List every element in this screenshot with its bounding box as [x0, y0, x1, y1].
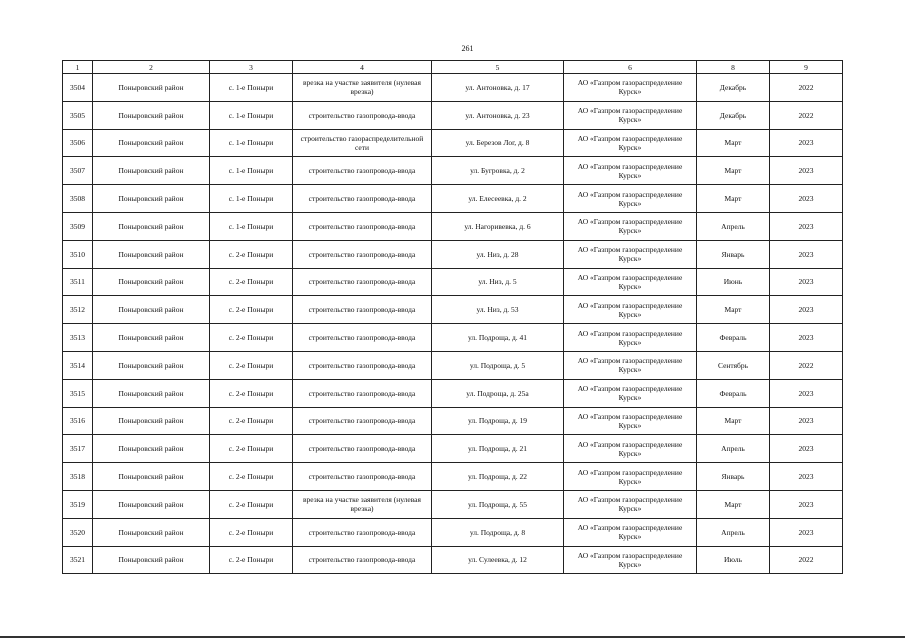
settlement-cell: с. 2-е Поныри — [210, 240, 293, 268]
row-number-cell: 3513 — [63, 324, 93, 352]
row-number-cell: 3509 — [63, 212, 93, 240]
year-cell: 2023 — [770, 324, 843, 352]
work-type-cell: строительство газопровода-ввода — [293, 407, 432, 435]
address-cell: ул. Елесеевка, д. 2 — [432, 185, 564, 213]
month-cell: Март — [697, 185, 770, 213]
month-cell: Март — [697, 490, 770, 518]
organization-cell: АО «Газпром газораспределение Курск» — [564, 268, 697, 296]
header-cell: 5 — [432, 61, 564, 74]
organization-cell: АО «Газпром газораспределение Курск» — [564, 240, 697, 268]
month-cell: Январь — [697, 463, 770, 491]
address-cell: ул. Низ, д. 5 — [432, 268, 564, 296]
table-body — [63, 74, 843, 574]
district-cell: Поныровский район — [93, 74, 210, 102]
address-cell: ул. Антоновка, д. 17 — [432, 74, 564, 102]
table-row — [63, 212, 843, 240]
table-row — [63, 240, 843, 268]
district-cell: Поныровский район — [93, 379, 210, 407]
month-cell: Декабрь — [697, 74, 770, 102]
organization-cell: АО «Газпром газораспределение Курск» — [564, 463, 697, 491]
header-cell: 9 — [770, 61, 843, 74]
settlement-cell: с. 2-е Поныри — [210, 518, 293, 546]
address-cell: ул. Антоновка, д. 23 — [432, 101, 564, 129]
year-cell: 2023 — [770, 435, 843, 463]
row-number-cell: 3515 — [63, 379, 93, 407]
district-cell: Поныровский район — [93, 324, 210, 352]
table-row — [63, 546, 843, 574]
settlement-cell: с. 1-е Поныри — [210, 185, 293, 213]
row-number-cell: 3511 — [63, 268, 93, 296]
settlement-cell: с. 2-е Поныри — [210, 268, 293, 296]
month-cell: Апрель — [697, 435, 770, 463]
row-number-cell: 3504 — [63, 74, 93, 102]
work-type-cell: строительство газопровода-ввода — [293, 351, 432, 379]
month-cell: Декабрь — [697, 101, 770, 129]
address-cell: ул. Нагоривевка, д. 6 — [432, 212, 564, 240]
row-number-cell: 3517 — [63, 435, 93, 463]
page-number: 261 — [461, 44, 474, 53]
settlement-cell: с. 2-е Поныри — [210, 463, 293, 491]
header-row — [63, 61, 843, 74]
header-cell: 4 — [293, 61, 432, 74]
year-cell: 2022 — [770, 546, 843, 574]
address-cell: ул. Подроща, д. 25а — [432, 379, 564, 407]
settlement-cell: с. 1-е Поныри — [210, 157, 293, 185]
table-row — [63, 351, 843, 379]
settlement-cell: с. 2-е Поныри — [210, 296, 293, 324]
district-cell: Поныровский район — [93, 296, 210, 324]
work-type-cell: врезка на участке заявителя (нулевая врезка) — [293, 74, 432, 102]
district-cell: Поныровский район — [93, 212, 210, 240]
year-cell: 2023 — [770, 407, 843, 435]
work-type-cell: строительство газопровода-ввода — [293, 324, 432, 352]
work-type-cell: строительство газопровода-ввода — [293, 268, 432, 296]
month-cell: Февраль — [697, 324, 770, 352]
month-cell: Март — [697, 407, 770, 435]
district-cell: Поныровский район — [93, 407, 210, 435]
year-cell: 2022 — [770, 101, 843, 129]
table-row — [63, 379, 843, 407]
month-cell: Январь — [697, 240, 770, 268]
work-type-cell: строительство газопровода-ввода — [293, 101, 432, 129]
settlement-cell: с. 1-е Поныри — [210, 212, 293, 240]
district-cell: Поныровский район — [93, 129, 210, 157]
settlement-cell: с. 1-е Поныри — [210, 74, 293, 102]
organization-cell: АО «Газпром газораспределение Курск» — [564, 296, 697, 324]
row-number-cell: 3510 — [63, 240, 93, 268]
header-cell: 8 — [697, 61, 770, 74]
organization-cell: АО «Газпром газораспределение Курск» — [564, 407, 697, 435]
month-cell: Февраль — [697, 379, 770, 407]
row-number-cell: 3514 — [63, 351, 93, 379]
address-cell: ул. Подроща, д. 22 — [432, 463, 564, 491]
work-type-cell: строительство газопровода-ввода — [293, 463, 432, 491]
row-number-cell: 3506 — [63, 129, 93, 157]
district-cell: Поныровский район — [93, 435, 210, 463]
header-cell: 3 — [210, 61, 293, 74]
district-cell: Поныровский район — [93, 268, 210, 296]
row-number-cell: 3505 — [63, 101, 93, 129]
year-cell: 2023 — [770, 268, 843, 296]
month-cell: Сентябрь — [697, 351, 770, 379]
organization-cell: АО «Газпром газораспределение Курск» — [564, 546, 697, 574]
address-cell: ул. Подроща, д. 41 — [432, 324, 564, 352]
settlement-cell: с. 2-е Поныри — [210, 379, 293, 407]
table-row — [63, 407, 843, 435]
settlement-cell: с. 1-е Поныри — [210, 101, 293, 129]
work-type-cell: строительство газопровода-ввода — [293, 435, 432, 463]
header-cell: 6 — [564, 61, 697, 74]
work-type-cell: строительство газопровода-ввода — [293, 518, 432, 546]
year-cell: 2023 — [770, 296, 843, 324]
year-cell: 2022 — [770, 351, 843, 379]
table-row — [63, 490, 843, 518]
row-number-cell: 3518 — [63, 463, 93, 491]
month-cell: Март — [697, 296, 770, 324]
settlement-cell: с. 2-е Поныри — [210, 407, 293, 435]
district-cell: Поныровский район — [93, 518, 210, 546]
work-type-cell: строительство газопровода-ввода — [293, 546, 432, 574]
work-type-cell: врезка на участке заявителя (нулевая врезка) — [293, 490, 432, 518]
settlement-cell: с. 2-е Поныри — [210, 351, 293, 379]
year-cell: 2023 — [770, 379, 843, 407]
address-cell: ул. Низ, д. 28 — [432, 240, 564, 268]
district-cell: Поныровский район — [93, 185, 210, 213]
work-type-cell: строительство газопровода-ввода — [293, 212, 432, 240]
district-cell: Поныровский район — [93, 240, 210, 268]
table-row — [63, 129, 843, 157]
row-number-cell: 3520 — [63, 518, 93, 546]
row-number-cell: 3519 — [63, 490, 93, 518]
month-cell: Март — [697, 129, 770, 157]
year-cell: 2023 — [770, 518, 843, 546]
work-type-cell: строительство газораспределительной сети — [293, 129, 432, 157]
district-cell: Поныровский район — [93, 157, 210, 185]
table-row — [63, 268, 843, 296]
month-cell: Апрель — [697, 212, 770, 240]
settlement-cell: с. 2-е Поныри — [210, 435, 293, 463]
month-cell: Март — [697, 157, 770, 185]
table-row — [63, 435, 843, 463]
year-cell: 2023 — [770, 463, 843, 491]
district-cell: Поныровский район — [93, 351, 210, 379]
table-row — [63, 74, 843, 102]
district-cell: Поныровский район — [93, 546, 210, 574]
organization-cell: АО «Газпром газораспределение Курск» — [564, 129, 697, 157]
organization-cell: АО «Газпром газораспределение Курск» — [564, 435, 697, 463]
organization-cell: АО «Газпром газораспределение Курск» — [564, 101, 697, 129]
table-row — [63, 324, 843, 352]
row-number-cell: 3512 — [63, 296, 93, 324]
header-cell: 1 — [63, 61, 93, 74]
header-cell: 2 — [93, 61, 210, 74]
row-number-cell: 3516 — [63, 407, 93, 435]
address-cell: ул. Подроща, д. 21 — [432, 435, 564, 463]
month-cell: Июнь — [697, 268, 770, 296]
district-cell: Поныровский район — [93, 490, 210, 518]
work-type-cell: строительство газопровода-ввода — [293, 379, 432, 407]
organization-cell: АО «Газпром газораспределение Курск» — [564, 212, 697, 240]
year-cell: 2023 — [770, 185, 843, 213]
address-cell: ул. Бугровка, д. 2 — [432, 157, 564, 185]
address-cell: ул. Низ, д. 53 — [432, 296, 564, 324]
address-cell: ул. Сулеевка, д. 12 — [432, 546, 564, 574]
year-cell: 2023 — [770, 490, 843, 518]
table-row — [63, 296, 843, 324]
organization-cell: АО «Газпром газораспределение Курск» — [564, 518, 697, 546]
year-cell: 2023 — [770, 129, 843, 157]
table-row — [63, 157, 843, 185]
table-row — [63, 518, 843, 546]
year-cell: 2023 — [770, 240, 843, 268]
organization-cell: АО «Газпром газораспределение Курск» — [564, 490, 697, 518]
month-cell: Июль — [697, 546, 770, 574]
settlement-cell: с. 2-е Поныри — [210, 546, 293, 574]
year-cell: 2022 — [770, 74, 843, 102]
row-number-cell: 3507 — [63, 157, 93, 185]
organization-cell: АО «Газпром газораспределение Курск» — [564, 74, 697, 102]
table-row — [63, 185, 843, 213]
table-row — [63, 101, 843, 129]
district-cell: Поныровский район — [93, 101, 210, 129]
organization-cell: АО «Газпром газораспределение Курск» — [564, 379, 697, 407]
work-type-cell: строительство газопровода-ввода — [293, 296, 432, 324]
address-cell: ул. Березов Лог, д. 8 — [432, 129, 564, 157]
address-cell: ул. Подроща, д. 55 — [432, 490, 564, 518]
work-type-cell: строительство газопровода-ввода — [293, 157, 432, 185]
address-cell: ул. Подроща, д. 8 — [432, 518, 564, 546]
month-cell: Апрель — [697, 518, 770, 546]
settlement-cell: с. 2-е Поныри — [210, 324, 293, 352]
row-number-cell: 3508 — [63, 185, 93, 213]
organization-cell: АО «Газпром газораспределение Курск» — [564, 185, 697, 213]
organization-cell: АО «Газпром газораспределение Курск» — [564, 351, 697, 379]
organization-cell: АО «Газпром газораспределение Курск» — [564, 157, 697, 185]
row-number-cell: 3521 — [63, 546, 93, 574]
year-cell: 2023 — [770, 157, 843, 185]
settlement-cell: с. 2-е Поныри — [210, 490, 293, 518]
year-cell: 2023 — [770, 212, 843, 240]
table-row — [63, 463, 843, 491]
address-cell: ул. Подроща, д. 19 — [432, 407, 564, 435]
work-type-cell: строительство газопровода-ввода — [293, 240, 432, 268]
settlement-cell: с. 1-е Поныри — [210, 129, 293, 157]
bottom-border — [0, 636, 905, 638]
work-type-cell: строительство газопровода-ввода — [293, 185, 432, 213]
organization-cell: АО «Газпром газораспределение Курск» — [564, 324, 697, 352]
address-cell: ул. Подроща, д. 5 — [432, 351, 564, 379]
district-cell: Поныровский район — [93, 463, 210, 491]
gasification-table — [62, 60, 843, 574]
